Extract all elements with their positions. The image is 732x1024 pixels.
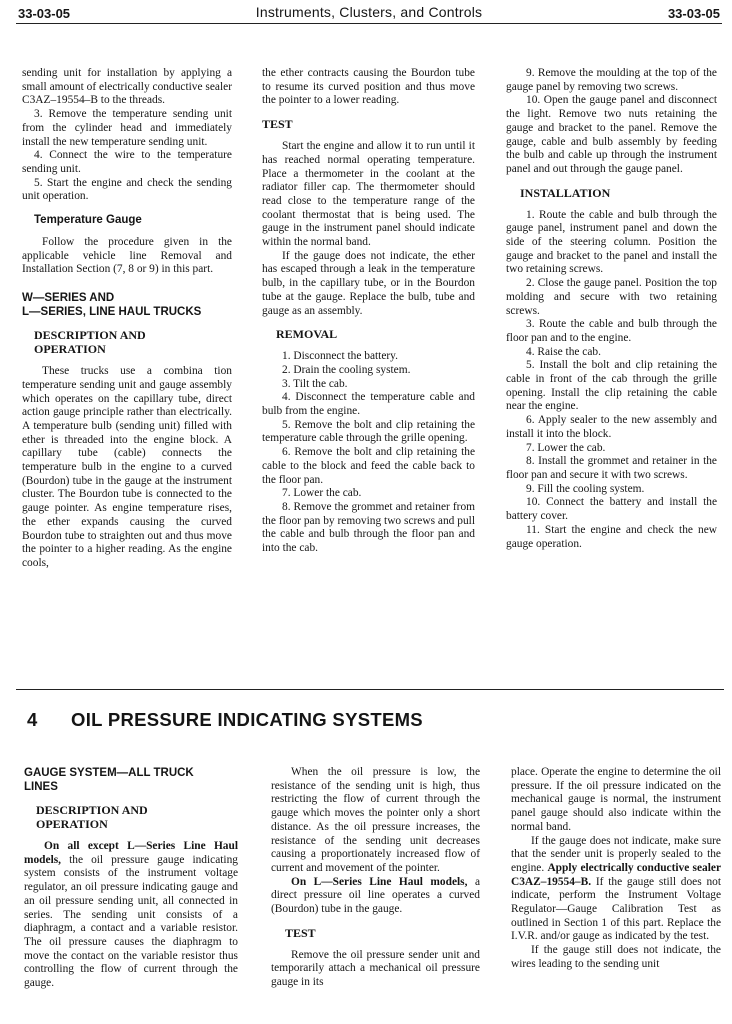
list-item: 5. Install the bolt and clip retaining the cable in front of the cab through the grille opening. Install the clip retaining the cable near the engine. xyxy=(506,359,717,413)
paragraph: These trucks use a combina tion temperature sending unit and gauge assembly which operates on the capillary tube, direct action gauge principle rather than electrically. A temperature bulb (sending unit) filled with ether is threaded into the engine block. A capillary tube (cable) connects the temperature bulb in the engine to a curved (Bourdon) tube in the gauge at the instrument cluster. The Bourdon tube is connected to the gauge pointer. As engine temperature rises, the ether expands causing the curved Bourdon tube to straighten out and thus move the pointer to a higher reading. As the engine cools, xyxy=(22,365,232,569)
list-item: 3. Tilt the cab. xyxy=(282,377,348,390)
list-item: 8. Remove the grommet and retainer from the floor pan by removing two screws and pull the cable and bulb through the floor pan and into the cab. xyxy=(262,500,475,555)
step-5: 5. Start the engine and check the sending unit operation. xyxy=(22,176,232,203)
list-item: 11. Start the engine and check the new gauge operation. xyxy=(506,523,717,550)
heading-description-line2: OPERATION xyxy=(34,342,106,357)
list-item: 5. Remove the bolt and clip retaining the temperature cable through the grille opening. xyxy=(262,418,475,445)
list-item: 3. Route the cable and bulb through the floor pan and to the engine. xyxy=(506,318,717,344)
emphasis: On all except L—Series Line Haul models, xyxy=(24,840,238,866)
bottom-column-1 xyxy=(24,766,238,991)
running-title: Instruments, Clusters, and Controls xyxy=(255,4,483,20)
section-number: 4 xyxy=(27,709,38,730)
header-divider xyxy=(16,23,722,24)
heading-test: TEST xyxy=(262,117,293,132)
section-heading xyxy=(27,709,423,730)
heading-description-line1: DESCRIPTION AND xyxy=(34,328,146,343)
heading-installation: INSTALLATION xyxy=(520,185,611,200)
list-item: 2. Close the gauge panel. Position the top molding and secure with two retaining screws. xyxy=(506,277,717,317)
heading-description-line1: DESCRIPTION AND xyxy=(36,803,148,817)
section-title: OIL PRESSURE INDICATING SYSTEMS xyxy=(71,709,423,730)
step-4: 4. Connect the wire to the temperature sending unit. xyxy=(22,149,232,175)
top-column-2 xyxy=(262,67,475,556)
list-item: 7. Lower the cab. xyxy=(526,441,606,454)
top-column-3 xyxy=(506,67,717,551)
paragraph: If the gauge does not indicate, the ether has escaped through a leak in the temperature bulb, in the capillary tube, or in the Bourdon tube at the gauge. Replace the bulb, tube and gauge as an assembly. xyxy=(262,249,475,317)
paragraph: place. Operate the engine to determine the oil pressure. If the oil pressure indicated on the mechanical gauge is normal, the instrument panel gauge should also indicate within the normal band. xyxy=(511,766,721,833)
list-item: 1. Route the cable and bulb through the gauge panel, instrument panel and down the side of the steering column. Position the gauge and bracket to the panel and install the two retaining screws. xyxy=(506,208,717,276)
paragraph-text: a direct pressure oil line operates a curved (Bourdon) tube in the gauge. xyxy=(271,875,480,916)
heading-description-line2: OPERATION xyxy=(36,817,108,831)
list-item: 2. Drain the cooling system. xyxy=(282,363,411,376)
heading-series-line1: W—SERIES AND xyxy=(22,292,115,305)
step-10: 10. Open the gauge panel and disconnect the light. Remove two nuts retaining the gauge and bracket to the panel. Remove the gauge, cable and bulb assembly by feeding the bulb and cable up through the instrument panel and out through the gauge panel. xyxy=(506,94,717,175)
top-column-1 xyxy=(22,67,232,571)
list-item: 4. Disconnect the temperature cable and bulb from the engine. xyxy=(262,391,475,418)
list-item: 1. Disconnect the battery. xyxy=(282,350,398,363)
section-divider xyxy=(16,689,724,690)
paragraph xyxy=(24,840,238,991)
emphasis: Apply electrically conductive sealer C3AZ–19554–B. xyxy=(511,861,722,888)
paragraph: Follow the procedure given in the applicable vehicle line Removal and Installation Section (7, 8 or 9) in this part. xyxy=(22,236,232,276)
heading-gauge-system-line2: LINES xyxy=(24,781,58,793)
list-item: 6. Remove the bolt and clip retaining the cable to the block and feed the cable back to the floor pan. xyxy=(262,446,475,486)
paragraph: Remove the oil pressure sender unit and temporarily attach a mechanical oil pressure gauge in its xyxy=(271,948,480,989)
list-item: 7. Lower the cab. xyxy=(282,487,362,500)
list-item: 10. Connect the battery and install the battery cover. xyxy=(506,496,717,523)
paragraph xyxy=(271,876,480,917)
list-item: 6. Apply sealer to the new assembly and install it into the block. xyxy=(506,414,717,440)
paragraph: If the gauge still does not indicate, the wires leading to the sending unit xyxy=(511,944,721,970)
bottom-column-2 xyxy=(271,766,480,990)
page-number-right: 33-03-05 xyxy=(667,6,720,21)
heading-removal: REMOVAL xyxy=(276,327,338,342)
paragraph xyxy=(511,835,721,945)
emphasis: On L—Series Line Haul models, xyxy=(291,875,468,888)
paragraph: the ether contracts causing the Bourdon tube to resume its curved position and thus move the pointer to a lower reading. xyxy=(262,67,475,107)
paragraph: sending unit for installation by applying a small amount of electrically conductive sealer C3AZ–19554–B to the threads. xyxy=(22,67,232,107)
paragraph: When the oil pressure is low, the resistance of the sending unit is high, thus restricting the flow of current through the gauge which moves the pointer only a short distance. As the oil pressure increases, the resistance of the sending unit decreases causing a proportionately increased flow of current and movement of the pointer. xyxy=(271,766,480,874)
list-item: 8. Install the grommet and retainer in the floor pan and secure it with two screws. xyxy=(506,455,717,481)
paragraph-text: If the gauge still does not indicate, perform the Instrument Voltage Regulator—Gauge Calibration Test as outlined in Section 1 of this part. Replace the I.V.R. and/or gauge as indicated by the test. xyxy=(511,875,721,943)
list-item: 9. Fill the cooling system. xyxy=(526,482,645,495)
page-number-left: 33-03-05 xyxy=(18,6,71,21)
heading-gauge-system-line1: GAUGE SYSTEM—ALL TRUCK xyxy=(24,767,194,779)
heading-series-line2: L—SERIES, LINE HAUL TRUCKS xyxy=(22,306,202,319)
paragraph-text: the oil pressure gauge indicating system consists of the instrument voltage regulator, an oil pressure indicating gauge and an oil pressure sending unit, all connected in series. The sending unit consists of a diaphragm, a contact and a variable resistor. The oil pressure causes the diaphragm to move the contact on the variable resistor thus controlling the flow of current through the gauge. xyxy=(24,853,238,990)
paragraph: Start the engine and allow it to run until it has reached normal operating temperature. Place a thermometer in the coolant at the radiator filler cap. The thermometer should read close to the temperature range of the coolant thermostat that is being used. The gauge in the instrument panel should indicate within the normal band. xyxy=(262,140,475,249)
heading-test: TEST xyxy=(285,925,316,940)
step-9: 9. Remove the moulding at the top of the gauge panel by removing two screws. xyxy=(506,67,717,93)
bottom-column-3 xyxy=(511,766,721,972)
heading-temperature-gauge: Temperature Gauge xyxy=(34,214,142,227)
paragraph-text: If the gauge does not indicate, make sure that the sender unit is properly sealed to the engine. xyxy=(511,834,721,874)
step-3: 3. Remove the temperature sending unit from the cylinder head and immediately install the new temperature sending unit. xyxy=(22,108,232,148)
list-item: 4. Raise the cab. xyxy=(526,345,601,358)
